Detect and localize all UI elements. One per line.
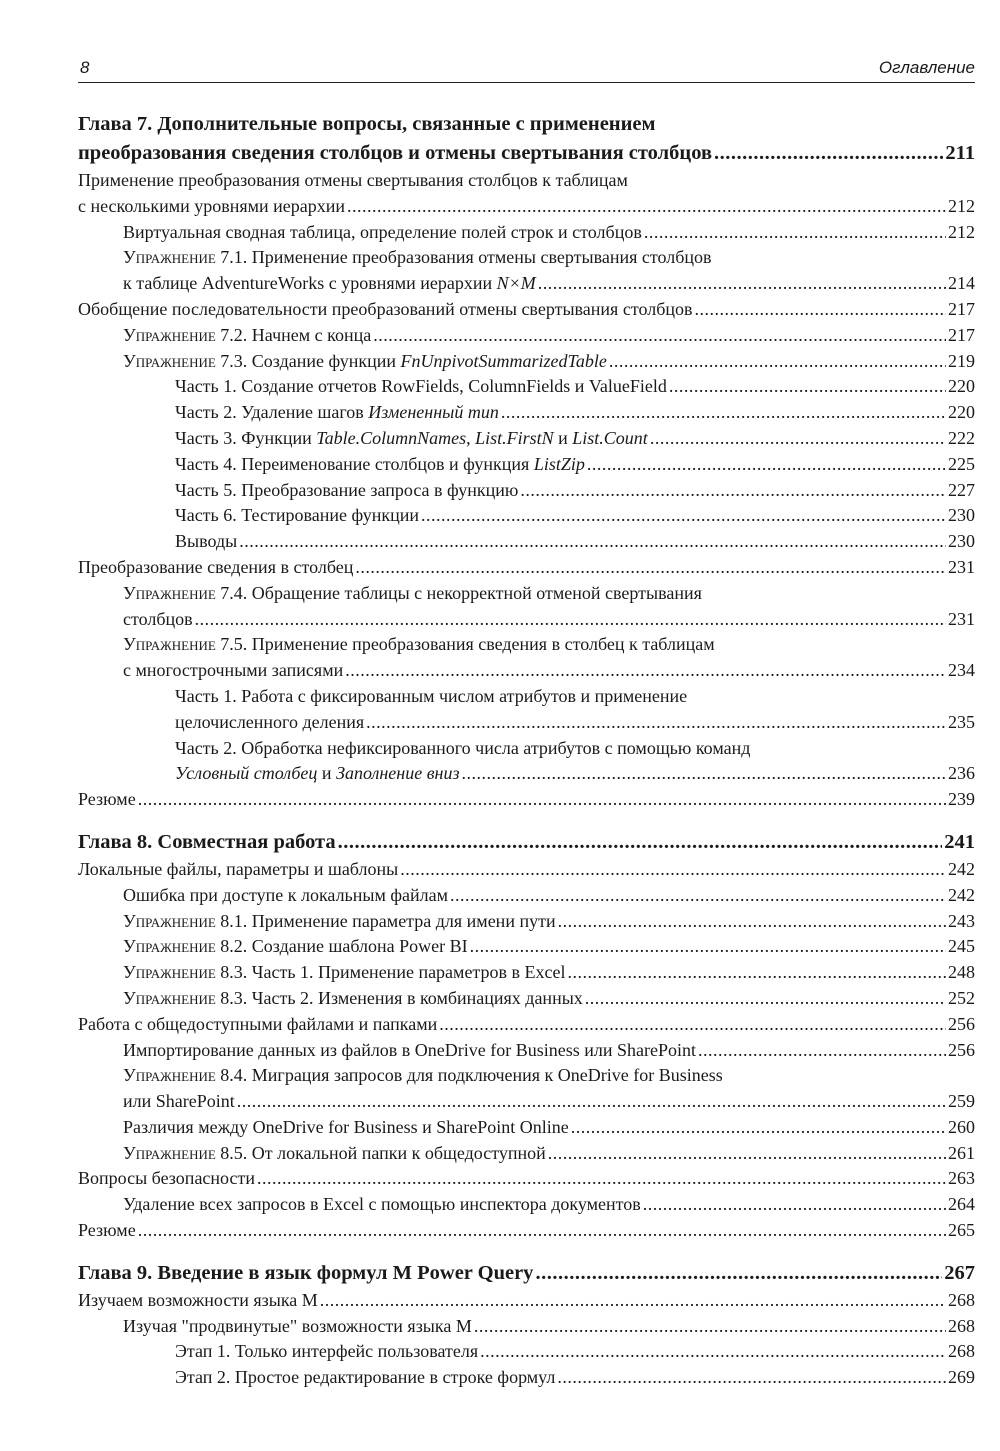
entry-title: [123, 1115, 569, 1141]
page-ref: 265: [948, 1220, 975, 1241]
entry-title: [123, 883, 448, 909]
toc-line: [78, 1012, 975, 1038]
table-of-contents: [78, 110, 975, 1391]
toc-entry: [78, 1038, 975, 1064]
dot-leader: [400, 857, 946, 883]
toc-entry: [78, 1166, 975, 1192]
toc-line: [175, 374, 975, 400]
entry-text: Локальные файлы, параметры и шаблоны: [78, 858, 399, 879]
entry-title: [78, 1218, 136, 1244]
entry-text: 7.1. Применение преобразования отмены свертывания столбцов: [215, 247, 712, 268]
toc-line: [78, 1288, 975, 1314]
entry-text: Часть 5. Преобразование запроса в функцию: [175, 479, 519, 500]
dot-leader: [474, 1314, 946, 1340]
toc-line: [123, 883, 975, 909]
entry-text: 8.3. Часть 2. Изменения в комбинациях данных: [215, 987, 583, 1008]
page-ref: 268: [948, 1289, 975, 1310]
entry-title: [123, 220, 642, 246]
entry-text: 8.1. Применение параметра для имени пути: [215, 910, 556, 931]
page-ref: 242: [948, 858, 975, 879]
entry-text: Изучаем возможности языка M: [78, 1289, 318, 1310]
toc-entry: [78, 787, 975, 813]
entry-text: 7.5. Применение преобразования сведения в столбец к таблицам: [215, 634, 715, 655]
entry-title: [123, 607, 193, 633]
entry-text: Различия между OneDrive for Business и SharePoint Online: [123, 1116, 569, 1137]
dot-leader: [557, 1365, 946, 1391]
entry-title: [175, 426, 648, 452]
toc-part: [78, 426, 975, 452]
entry-text: 7.2. Начнем с конца: [215, 324, 372, 345]
dot-leader: [421, 503, 946, 529]
dot-leader: [568, 960, 947, 986]
entry-text: Резюме: [78, 789, 136, 810]
toc-line: [78, 1218, 975, 1244]
toc-line: [123, 271, 975, 297]
toc-entry: [78, 1218, 975, 1244]
dot-leader: [538, 271, 946, 297]
entry-title: [175, 503, 419, 529]
toc-line: [175, 503, 975, 529]
entry-text: Обобщение последовательности преобразований отмены свертывания столбцов: [78, 298, 693, 319]
entry-text: Ошибка при доступе к локальным файлам: [123, 884, 449, 905]
toc-line: [123, 323, 975, 349]
page-ref: 230: [948, 531, 975, 552]
toc-line: [78, 139, 975, 168]
dot-leader: [239, 529, 946, 555]
toc-line: [175, 426, 975, 452]
toc-part: [78, 1339, 975, 1365]
dot-leader: [373, 323, 946, 349]
entry-text: ListZip: [533, 453, 585, 474]
entry-title: [175, 452, 585, 478]
entry-text: [123, 632, 975, 658]
page-ref: 263: [948, 1168, 975, 1189]
toc-part: [78, 736, 975, 788]
page-ref: 269: [948, 1367, 975, 1388]
entry-title: [175, 1365, 555, 1391]
toc-line: [123, 1038, 975, 1064]
entry-title: [175, 400, 499, 426]
dot-leader: [643, 1192, 946, 1218]
dot-leader: [470, 934, 946, 960]
toc-entry: [78, 220, 975, 246]
toc-part: [78, 478, 975, 504]
entry-text: [123, 1063, 975, 1089]
toc-exercise: [78, 934, 975, 960]
page-ref: 231: [948, 556, 975, 577]
page-ref: 256: [948, 1013, 975, 1034]
dot-leader: [695, 297, 947, 323]
dot-leader: [195, 607, 946, 633]
entry-text: Вопросы безопасности: [78, 1168, 255, 1189]
entry-text: с многострочными записями: [123, 660, 344, 681]
entry-text: List.FirstN: [475, 427, 554, 448]
toc-part: [78, 452, 975, 478]
dot-leader: [138, 787, 946, 813]
page-ref: 211: [945, 142, 975, 164]
entry-text: [123, 581, 975, 607]
toc-entry: [78, 883, 975, 909]
dot-leader: [669, 374, 946, 400]
exercise-label: Упражнение: [123, 962, 216, 983]
exercise-label: Упражнение: [123, 936, 216, 957]
toc-chapter-8: [78, 828, 975, 857]
page-ref: 217: [948, 324, 975, 345]
toc-line: [78, 297, 975, 323]
page-ref: 252: [948, 987, 975, 1008]
entry-text: Этап 1. Только интерфейс пользователя: [175, 1341, 479, 1362]
page-ref: 217: [948, 298, 975, 319]
entry-text: Работа с общедоступными файлами и папками: [78, 1013, 438, 1034]
entry-text: Этап 2. Простое редактирование в строке формул: [175, 1367, 556, 1388]
page-ref: 236: [948, 763, 975, 784]
toc-line: [175, 1339, 975, 1365]
dot-leader: [138, 1218, 946, 1244]
toc-exercise: [78, 245, 975, 297]
toc-part: [78, 503, 975, 529]
entry-text: Глава 7. Дополнительные вопросы, связанные с применением: [78, 113, 656, 135]
entry-text: [78, 110, 975, 139]
entry-text: или SharePoint: [123, 1091, 235, 1112]
dot-leader: [644, 220, 946, 246]
entry-text: Глава 8. Совместная работа: [78, 830, 336, 853]
page-ref: 264: [948, 1194, 975, 1215]
toc-line: [78, 828, 975, 857]
entry-text: 8.4. Миграция запросов для подключения к OneDrive for Business: [215, 1065, 723, 1086]
exercise-label: Упражнение: [123, 634, 216, 655]
entry-text: столбцов: [123, 608, 193, 629]
toc-chapter-7: [78, 110, 975, 168]
dot-leader: [257, 1166, 946, 1192]
entry-text: FnUnpivotSummarizedTable: [400, 350, 607, 371]
entry-title: [123, 986, 583, 1012]
entry-title: [123, 1038, 696, 1064]
toc-line: [123, 934, 975, 960]
page-ref: 230: [948, 505, 975, 526]
entry-text: Изучая "продвинутые" возможности языка M: [123, 1315, 472, 1336]
entry-title: [123, 1192, 641, 1218]
toc-part: [78, 529, 975, 555]
page-ref: 220: [948, 376, 975, 397]
toc-exercise: [78, 632, 975, 684]
toc-exercise: [78, 323, 975, 349]
dot-leader: [345, 658, 946, 684]
entry-text: Виртуальная сводная таблица, определение полей строк и столбцов: [123, 221, 642, 242]
toc-entry: [78, 168, 975, 220]
dot-leader: [480, 1339, 946, 1365]
toc-exercise: [78, 986, 975, 1012]
page-ref: 260: [948, 1116, 975, 1137]
entry-title: [78, 857, 398, 883]
page-ref: 259: [948, 1091, 975, 1112]
entry-title: [123, 960, 566, 986]
entry-title: [78, 1012, 437, 1038]
toc-line: [123, 349, 975, 375]
entry-text: 8.3. Часть 1. Применение параметров в Excel: [215, 962, 566, 983]
entry-text: 7.3. Создание функции: [215, 350, 401, 371]
dot-leader: [320, 1288, 946, 1314]
entry-title: [123, 1141, 546, 1167]
page-ref: 245: [948, 936, 975, 957]
toc-line: [78, 857, 975, 883]
page-ref: 241: [944, 830, 975, 853]
entry-text: Часть 3. Функции: [175, 427, 317, 448]
page-ref: 248: [948, 962, 975, 983]
entry-title: [123, 934, 468, 960]
page-ref: 235: [948, 711, 975, 732]
dot-leader: [520, 478, 946, 504]
toc-entry: [78, 1192, 975, 1218]
entry-title: [123, 658, 343, 684]
toc-line: [123, 960, 975, 986]
page-ref: 268: [948, 1341, 975, 1362]
toc-line: [123, 1115, 975, 1141]
toc-exercise: [78, 909, 975, 935]
toc-line: [123, 986, 975, 1012]
entry-text: и: [553, 427, 573, 448]
toc-exercise: [78, 960, 975, 986]
toc-line: [123, 607, 975, 633]
entry-text: целочисленного деления: [175, 711, 365, 732]
dot-leader: [461, 761, 946, 787]
entry-text: Глава 9. Введение в язык формул M Power Query: [78, 1261, 534, 1284]
entry-text: Выводы: [175, 531, 238, 552]
dot-leader: [501, 400, 946, 426]
dot-leader: [548, 1141, 946, 1167]
entry-title: [78, 555, 353, 581]
toc-part: [78, 684, 975, 736]
page-ref: 243: [948, 910, 975, 931]
running-title: Оглавление: [878, 58, 975, 77]
entry-title: [78, 828, 336, 857]
toc-line: [78, 555, 975, 581]
toc-exercise: [78, 1141, 975, 1167]
page-ref: 268: [948, 1315, 975, 1336]
entry-text: Table.ColumnNames: [316, 427, 467, 448]
toc-exercise: [78, 349, 975, 375]
page-ref: 214: [948, 273, 975, 294]
entry-text: Применение преобразования отмены свертывания столбцов к таблицам: [78, 170, 628, 190]
entry-title: [175, 710, 364, 736]
entry-text: с несколькими уровнями иерархии: [78, 195, 346, 216]
toc-part: [78, 400, 975, 426]
running-header: [78, 58, 975, 80]
toc-line: [78, 1166, 975, 1192]
entry-text: Часть 6. Тестирование функции: [175, 505, 419, 526]
toc-exercise: [78, 581, 975, 633]
entry-title: [78, 1166, 255, 1192]
page-ref: 212: [948, 221, 975, 242]
dot-leader: [237, 1089, 946, 1115]
toc-entry: [78, 555, 975, 581]
exercise-label: Упражнение: [123, 350, 216, 371]
entry-text: 8.2. Создание шаблона Power BI: [215, 936, 468, 957]
entry-title: [123, 1089, 235, 1115]
entry-text: Часть 4. Переименование столбцов и функция: [175, 453, 534, 474]
entry-text: Импортирование данных из файлов в OneDrive for Business или SharePoint: [123, 1039, 697, 1060]
toc-exercise: [78, 1063, 975, 1115]
entry-title: [78, 139, 712, 168]
toc-line: [175, 710, 975, 736]
page-ref: 261: [948, 1142, 975, 1163]
entry-title: [123, 323, 371, 349]
page-ref: 267: [944, 1261, 975, 1284]
toc-entry: [78, 1115, 975, 1141]
toc-line: [123, 1192, 975, 1218]
page-ref: 220: [948, 402, 975, 423]
entry-title: [123, 271, 536, 297]
dot-leader: [585, 986, 946, 1012]
dot-leader: [587, 452, 946, 478]
dot-leader: [347, 194, 946, 220]
toc-entry: [78, 1012, 975, 1038]
entry-text: к таблице AdventureWorks с уровнями иерархии: [123, 273, 497, 294]
entry-title: [175, 374, 667, 400]
toc-line: [123, 658, 975, 684]
exercise-label: Упражнение: [123, 987, 216, 1008]
entry-text: [175, 684, 975, 710]
page-ref: 225: [948, 453, 975, 474]
entry-title: [78, 297, 693, 323]
dot-leader: [338, 828, 943, 857]
entry-text: 7.4. Обращение таблицы с некорректной отменой свертывания: [215, 582, 702, 603]
dot-leader: [439, 1012, 946, 1038]
entry-text: и: [317, 763, 337, 784]
entry-text: Часть 2. Удаление шагов: [175, 402, 369, 423]
page-ref: 222: [948, 427, 975, 448]
entry-text: [78, 168, 975, 194]
entry-title: [78, 1259, 533, 1288]
toc-line: [175, 761, 975, 787]
toc-line: [123, 220, 975, 246]
dot-leader: [450, 883, 946, 909]
dot-leader: [355, 555, 946, 581]
exercise-label: Упражнение: [123, 1065, 216, 1086]
toc-line: [175, 529, 975, 555]
page-ref: 212: [948, 195, 975, 216]
entry-text: Измененный тип: [368, 402, 499, 423]
entry-title: [123, 1314, 472, 1340]
toc-line: [175, 400, 975, 426]
toc-line: [123, 1089, 975, 1115]
page-ref: 234: [948, 660, 975, 681]
entry-title: [175, 529, 237, 555]
exercise-label: Упражнение: [123, 324, 216, 345]
entry-title: [78, 1288, 318, 1314]
entry-text: Часть 1. Работа с фиксированным числом атрибутов и применение: [175, 685, 688, 706]
exercise-label: Упражнение: [123, 1142, 216, 1163]
entry-text: 8.5. От локальной папки к общедоступной: [215, 1142, 546, 1163]
page-ref: 227: [948, 479, 975, 500]
dot-leader: [714, 139, 943, 168]
dot-leader: [366, 710, 946, 736]
entry-text: Заполнение вниз: [336, 763, 460, 784]
entry-text: Часть 2. Обработка нефиксированного числа атрибутов с помощью команд: [175, 737, 751, 758]
entry-text: Часть 1. Создание отчетов RowFields, ColumnFields и ValueField: [175, 376, 667, 397]
toc-line: [175, 1365, 975, 1391]
toc-line: [78, 194, 975, 220]
dot-leader: [571, 1115, 946, 1141]
toc-part: [78, 374, 975, 400]
entry-text: Резюме: [78, 1220, 136, 1241]
toc-entry: [78, 857, 975, 883]
entry-title: [78, 194, 345, 220]
page-ref: 242: [948, 884, 975, 905]
entry-title: [123, 909, 556, 935]
page-ref: 219: [948, 350, 975, 371]
entry-text: Удаление всех запросов в Excel с помощью инспектора документов: [123, 1194, 641, 1215]
entry-text: List.Count: [572, 427, 648, 448]
toc-entry: [78, 1314, 975, 1340]
entry-text: ,: [466, 427, 476, 448]
header-rule: [78, 82, 975, 83]
dot-leader: [698, 1038, 946, 1064]
entry-text: преобразования сведения столбцов и отмены свертывания столбцов: [78, 142, 713, 164]
entry-title: [78, 787, 136, 813]
toc-line: [78, 1259, 975, 1288]
exercise-label: Упражнение: [123, 247, 216, 268]
page-ref: 239: [948, 789, 975, 810]
entry-text: Условный столбец: [175, 763, 318, 784]
entry-title: [175, 761, 459, 787]
page-ref: 231: [948, 608, 975, 629]
entry-title: [175, 478, 518, 504]
exercise-label: Упражнение: [123, 582, 216, 603]
dot-leader: [535, 1259, 942, 1288]
toc-entry: [78, 1288, 975, 1314]
toc-part: [78, 1365, 975, 1391]
dot-leader: [558, 909, 946, 935]
exercise-label: Упражнение: [123, 910, 216, 931]
entry-title: [123, 349, 607, 375]
dot-leader: [650, 426, 946, 452]
toc-line: [175, 452, 975, 478]
toc-chapter-9: [78, 1259, 975, 1288]
page-ref: 256: [948, 1039, 975, 1060]
toc-line: [123, 1314, 975, 1340]
toc-line: [78, 787, 975, 813]
entry-text: Преобразование сведения в столбец: [78, 556, 354, 577]
toc-entry: [78, 297, 975, 323]
entry-text: N×M: [496, 273, 536, 294]
entry-text: [123, 245, 975, 271]
entry-title: [175, 1339, 478, 1365]
toc-line: [123, 909, 975, 935]
dot-leader: [609, 349, 946, 375]
toc-line: [123, 1141, 975, 1167]
page-number: 8: [80, 58, 90, 77]
toc-line: [175, 478, 975, 504]
